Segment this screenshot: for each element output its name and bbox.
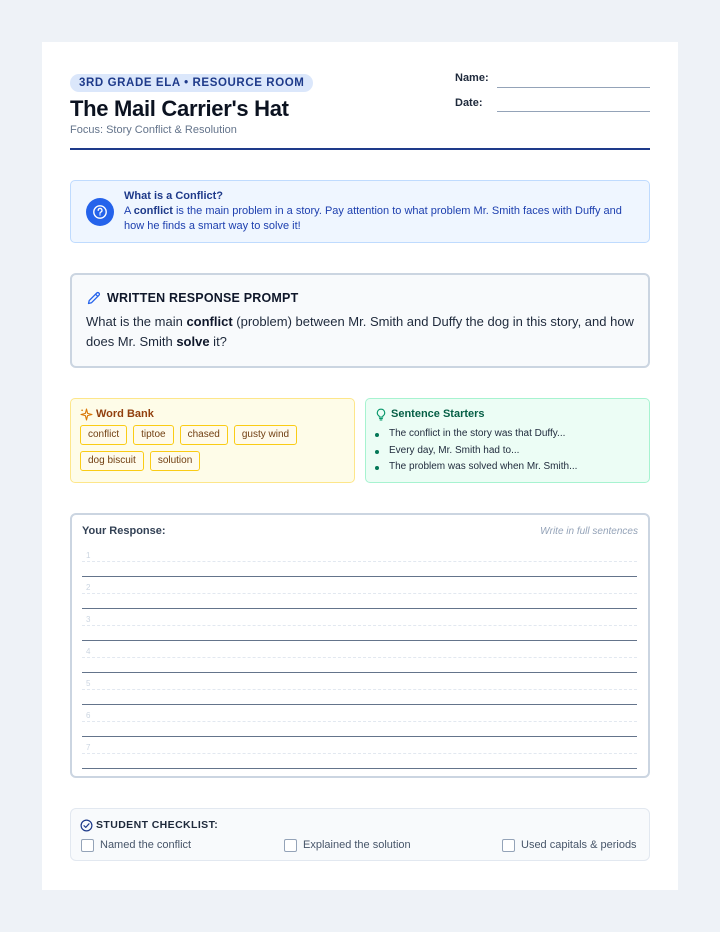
line-number: 5 bbox=[86, 679, 91, 688]
writing-line[interactable] bbox=[82, 581, 637, 613]
word-chip: dog biscuit bbox=[80, 451, 144, 471]
writing-line[interactable] bbox=[82, 709, 637, 741]
midline bbox=[82, 689, 637, 690]
writing-line[interactable] bbox=[82, 549, 637, 581]
written-response-prompt bbox=[70, 273, 650, 368]
baseline bbox=[82, 768, 637, 769]
word-chip: conflict bbox=[80, 425, 127, 445]
prompt-title: WRITTEN RESPONSE PROMPT bbox=[107, 291, 299, 305]
question-icon bbox=[86, 198, 114, 226]
worksheet-page bbox=[42, 42, 678, 890]
midline bbox=[82, 657, 637, 658]
header-divider bbox=[70, 148, 650, 150]
checkbox[interactable] bbox=[284, 839, 297, 852]
midline bbox=[82, 561, 637, 562]
midline bbox=[82, 753, 637, 754]
sparkle-icon bbox=[80, 408, 93, 426]
checkbox[interactable] bbox=[502, 839, 515, 852]
baseline bbox=[82, 576, 637, 577]
sentence-starters-title: Sentence Starters bbox=[391, 408, 485, 420]
baseline bbox=[82, 736, 637, 737]
midline bbox=[82, 721, 637, 722]
response-area[interactable] bbox=[70, 513, 650, 778]
word-chip: chased bbox=[180, 425, 228, 445]
info-bold-term: conflict bbox=[133, 205, 173, 217]
line-number: 3 bbox=[86, 615, 91, 624]
midline bbox=[82, 593, 637, 594]
date-field[interactable] bbox=[497, 111, 650, 112]
word-bank bbox=[70, 398, 355, 483]
checklist-item-conflict[interactable] bbox=[81, 837, 191, 853]
date-label: Date: bbox=[455, 97, 483, 109]
baseline bbox=[82, 672, 637, 673]
word-bank-title: Word Bank bbox=[96, 408, 154, 420]
writing-line[interactable] bbox=[82, 741, 637, 773]
conflict-info-box bbox=[70, 180, 650, 243]
grade-tag: 3RD GRADE ELA • RESOURCE ROOM bbox=[70, 74, 313, 92]
info-text: A conflict is the main problem in a story. Pay attention to what problem Mr. Smith faces with Duffy and how he finds a smart way to solve it! bbox=[124, 205, 622, 232]
lightbulb-icon bbox=[375, 408, 387, 426]
prompt-question: What is the main conflict (problem) between Mr. Smith and Duffy the dog in this story, and how does Mr. Smith solve it? bbox=[86, 314, 634, 349]
checklist-item-solution[interactable] bbox=[284, 837, 411, 853]
word-bank-chips bbox=[80, 425, 345, 471]
writing-line[interactable] bbox=[82, 677, 637, 709]
starter-item: Every day, Mr. Smith had to... bbox=[375, 443, 577, 460]
word-chip: solution bbox=[150, 451, 200, 471]
line-number: 7 bbox=[86, 743, 91, 752]
starters-list bbox=[375, 426, 577, 476]
writing-line[interactable] bbox=[82, 645, 637, 677]
checklist-label: Explained the solution bbox=[303, 839, 411, 851]
info-title: What is a Conflict? bbox=[124, 190, 223, 202]
name-label: Name: bbox=[455, 72, 489, 84]
checklist-label: Named the conflict bbox=[100, 839, 192, 851]
line-number: 6 bbox=[86, 711, 91, 720]
check-circle-icon bbox=[80, 819, 93, 837]
name-field[interactable] bbox=[497, 87, 650, 88]
line-number: 4 bbox=[86, 647, 91, 656]
line-number: 2 bbox=[86, 583, 91, 592]
page-subtitle: Focus: Story Conflict & Resolution bbox=[70, 124, 237, 136]
page-title: The Mail Carrier's Hat bbox=[70, 96, 289, 121]
pencil-icon bbox=[86, 290, 102, 311]
baseline bbox=[82, 704, 637, 705]
midline bbox=[82, 625, 637, 626]
starter-item: The problem was solved when Mr. Smith... bbox=[375, 459, 577, 476]
word-chip: tiptoe bbox=[133, 425, 173, 445]
starter-item: The conflict in the story was that Duffy... bbox=[375, 426, 577, 443]
baseline bbox=[82, 640, 637, 641]
checkbox[interactable] bbox=[81, 839, 94, 852]
sentence-starters bbox=[365, 398, 650, 483]
response-title: Your Response: bbox=[82, 525, 166, 537]
student-checklist bbox=[70, 808, 650, 861]
word-chip: gusty wind bbox=[234, 425, 297, 445]
response-hint: Write in full sentences bbox=[540, 526, 638, 537]
line-number: 1 bbox=[86, 551, 91, 560]
checklist-label: Used capitals & periods bbox=[521, 839, 637, 851]
checklist-title: STUDENT CHECKLIST: bbox=[96, 819, 219, 831]
writing-line[interactable] bbox=[82, 613, 637, 645]
baseline bbox=[82, 608, 637, 609]
checklist-item-capitals[interactable] bbox=[502, 837, 637, 853]
